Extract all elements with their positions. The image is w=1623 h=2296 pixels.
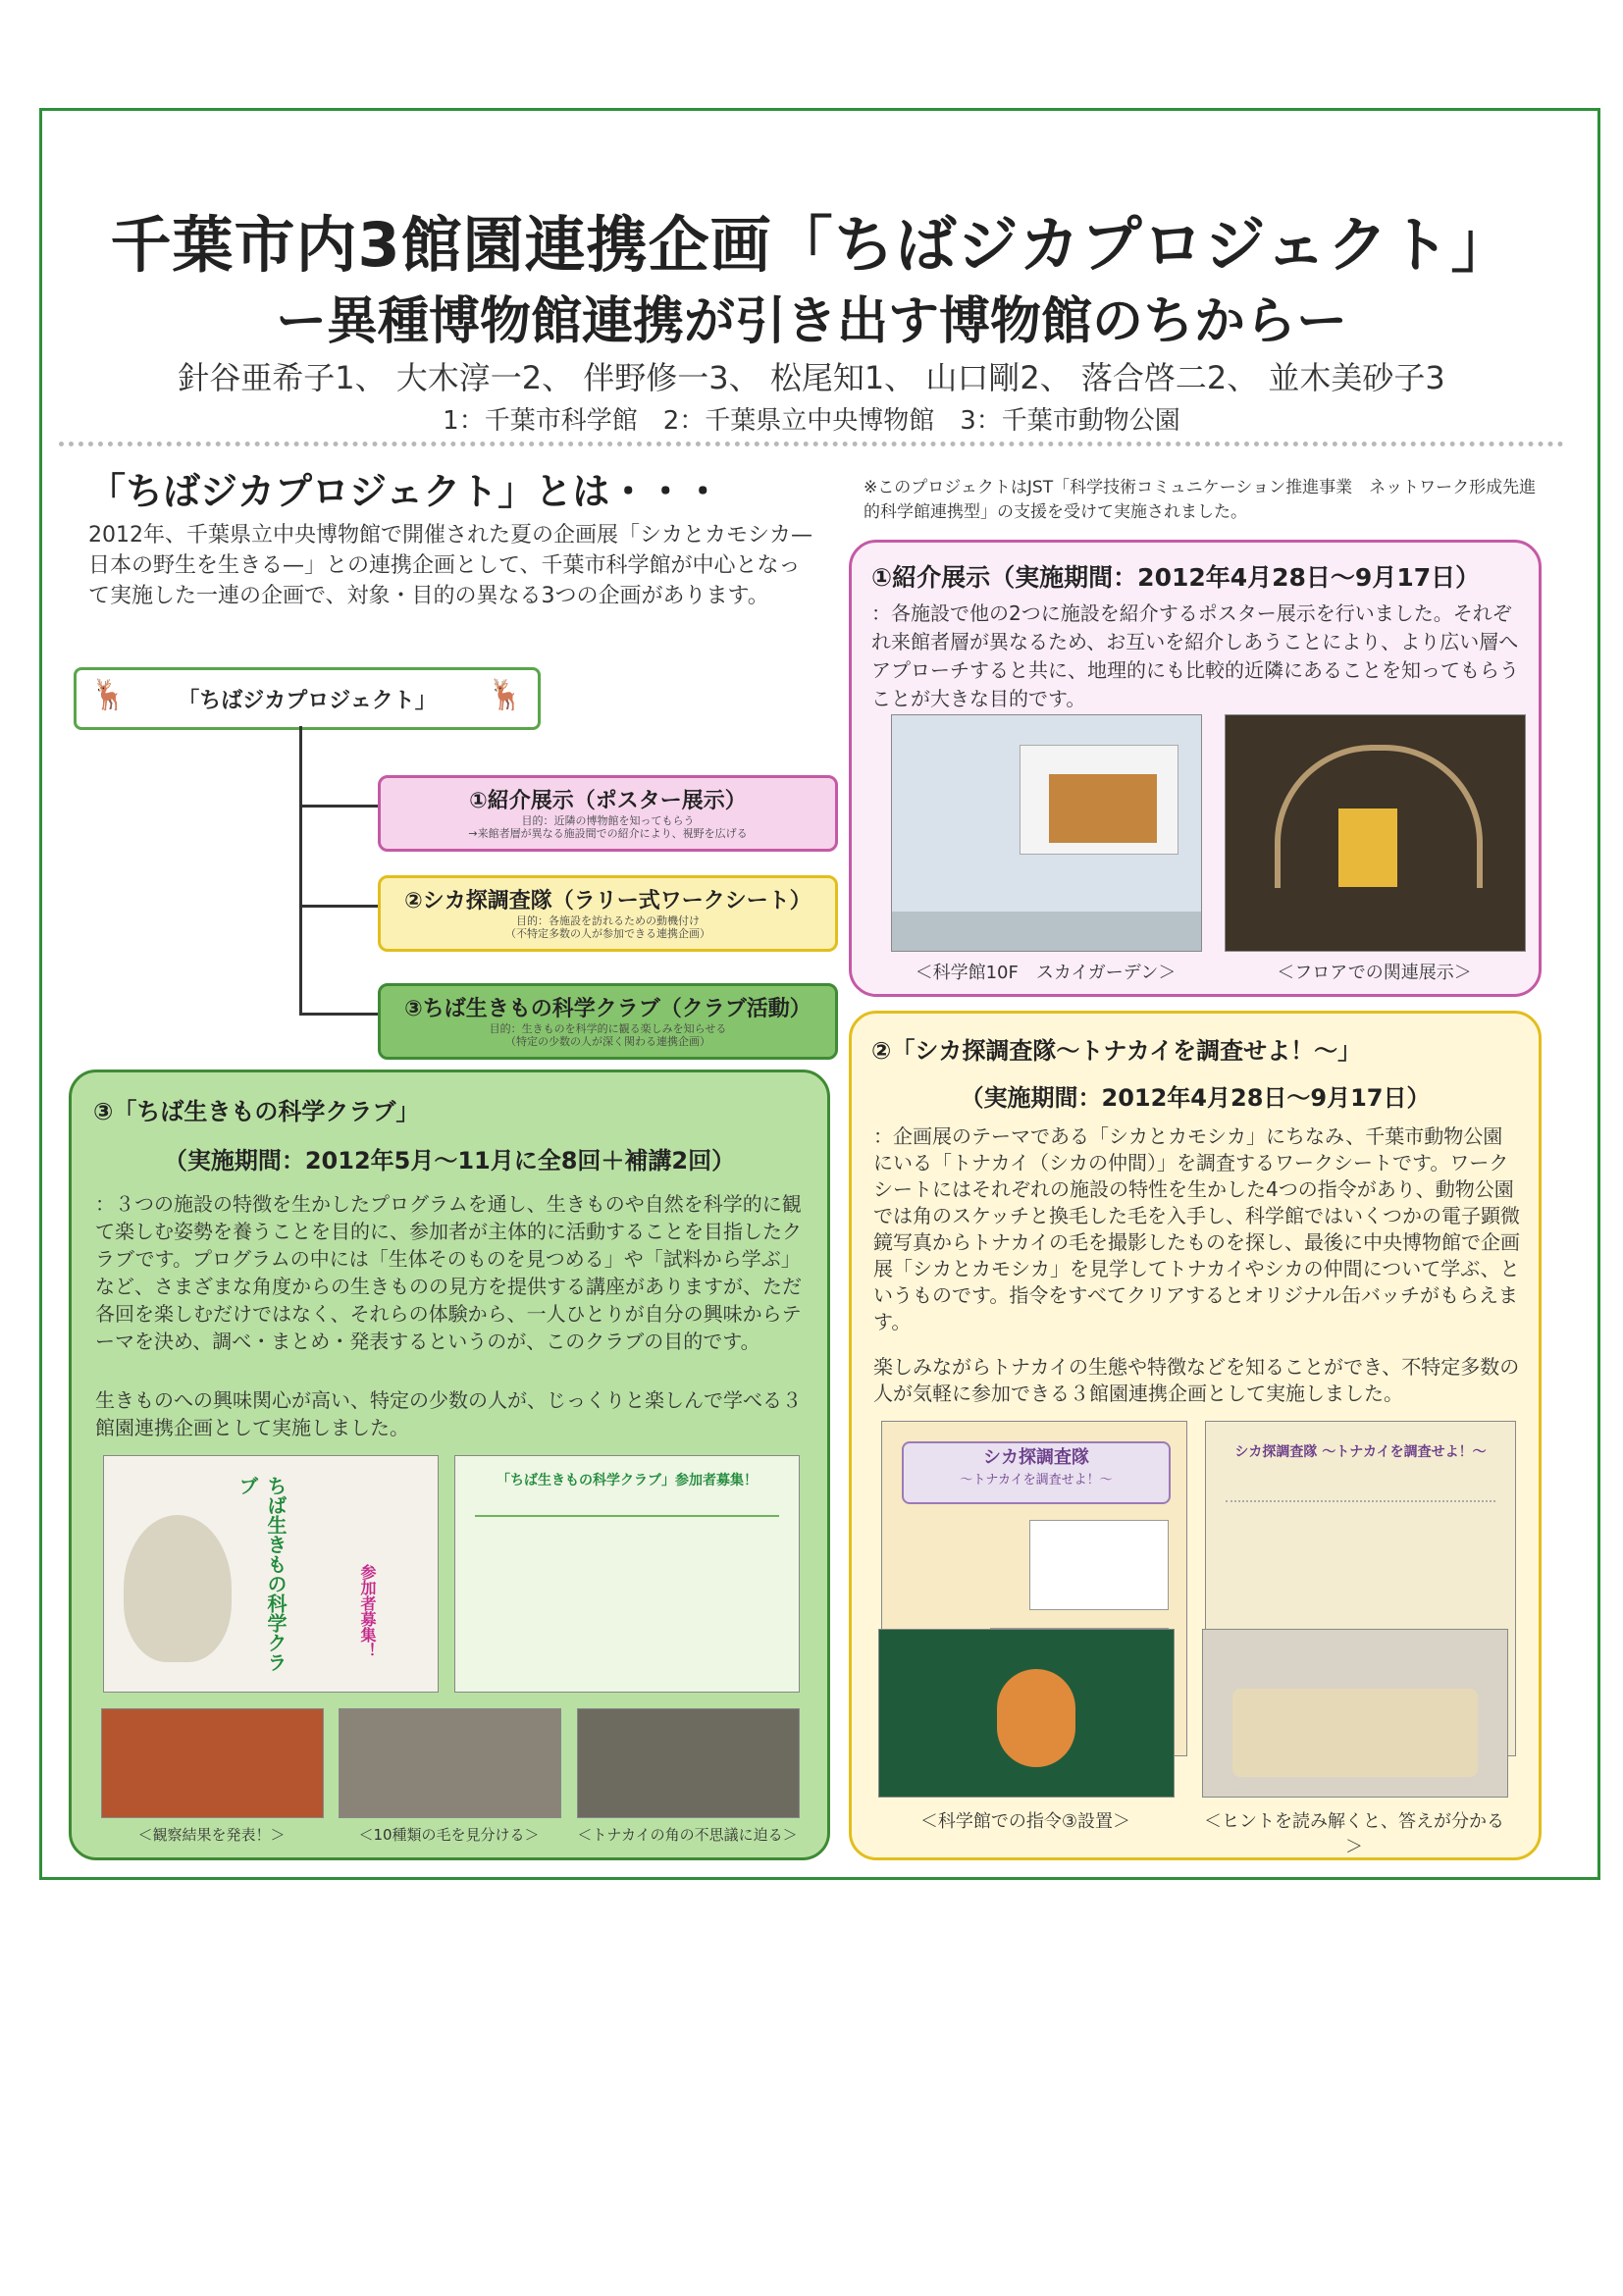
panel1-caption-1: ＜科学館10F スカイガーデン＞ — [915, 963, 1177, 983]
intro-heading: 「ちばジカプロジェクト」とは・・・ — [88, 470, 722, 513]
worksheet-left-sub: ～トナカイを調査せよ！～ — [960, 1473, 1113, 1487]
funding-note: ※このプロジェクトはJST「科学技術コミュニケーション推進事業 ネットワーク形成先進的科学館連携型」の支援を受けて実施されました。 — [864, 478, 1537, 522]
tree-node-title: ①紹介展示（ポスター展示） — [469, 789, 747, 813]
panel2-caption-1: ＜科学館での指令③設置＞ — [919, 1811, 1131, 1832]
author-list: 針谷亜希子1、 大木淳一2、 伴野修一3、 松尾知1、 山口剛2、 落合啓二2、 並木美砂子3 — [178, 359, 1445, 396]
panel1-body: ：各施設で他の2つに施設を紹介するポスター展示を行いました。それぞれ来館者層が異なるため、お互いを紹介しあうことにより、より広い層へアプローチすると共に、地理的にも比較的近隣にあることを知ってもらうことが大きな目的です。 — [871, 601, 1519, 710]
project-root-box — [74, 667, 541, 730]
panel3-body-2: 生きものへの興味関心が高い、特定の少数の人が、じっくりと楽しんで学べる３館園連携企画として実施しました。 — [95, 1388, 802, 1439]
panel2-period: （実施期間：2012年4月28日～9月17日） — [960, 1084, 1431, 1112]
intro-body: 2012年、千葉県立中央博物館で開催された夏の企画展「シカとカモシカ—日本の野生を生きる—」との連携企画として、千葉市科学館が中心となって実施した一連の企画で、対象・目的の異なる3つの企画があります。 — [88, 523, 812, 608]
worksheet-right-title: シカ探調査隊 ～トナカイを調査せよ！～ — [1234, 1444, 1487, 1460]
tree-node-poster — [378, 775, 838, 852]
poster-subtitle: ー異種博物館連携が引き出す博物館のちからー — [275, 292, 1347, 351]
affiliation-list: 1：千葉市科学館 2：千葉県立中央博物館 3：千葉市動物公園 — [443, 406, 1180, 436]
club-flyer-title: 「ちば生きもの科学クラブ」参加者募集！ — [497, 1473, 758, 1488]
divider — [59, 442, 1564, 446]
club-poster-image — [103, 1455, 439, 1693]
photo-presentation — [101, 1708, 324, 1818]
club-poster-sub: 参加者募集！ — [358, 1564, 377, 1658]
tree-node-sub: 目的：各施設を訪れるための動機付け — [516, 914, 700, 927]
panel1-caption-2: ＜フロアでの関連展示＞ — [1277, 963, 1472, 983]
club-flyer-image — [454, 1455, 800, 1693]
tree-node-sub: →来館者層が異なる施設間での紹介により、視野を広げる — [468, 827, 748, 840]
panel1-heading: ①紹介展示（実施期間：2012年4月28日～9月17日） — [871, 563, 1481, 592]
photo-directive-3 — [878, 1629, 1175, 1798]
panel-poster-exhibit — [849, 540, 1542, 997]
panel3-caption-1: ＜観察結果を発表！＞ — [137, 1826, 286, 1844]
panel2-heading: ②「シカ探調査隊～トナカイを調査せよ！～」 — [871, 1037, 1362, 1065]
panel3-caption-2: ＜10種類の毛を見分ける＞ — [358, 1826, 540, 1844]
panel3-heading: ③「ちば生きもの科学クラブ」 — [93, 1098, 420, 1125]
tree-node-sub: 目的：近隣の博物館を知ってもらう — [521, 814, 695, 827]
tree-branch-1 — [299, 805, 378, 808]
deer-standing-icon: 🦌 — [487, 678, 524, 712]
photo-hair-comparison — [339, 1708, 561, 1818]
worksheet-left-title: シカ探調査隊 — [983, 1447, 1089, 1468]
panel2-body-1: ：企画展のテーマである「シカとカモシカ」にちなみ、千葉市動物公園にいる「トナカイ（シカの仲間）」を調査するワークシートです。ワークシートにはそれぞれの施設の特性を生かした4つの指令があり、動物公園では角のスケッチと換毛した毛を入手し、科学館ではいくつかの電子顕微鏡写真からトナカイの毛を撮影したものを探し、最後に中央博物館で企画展「シカとカモシカ」を見学してトナカイやシカの仲間について学ぶ、というものです。指令をすべてクリアするとオリジナル缶バッチがもらえます。 — [873, 1124, 1520, 1333]
tree-node-sub: （不特定多数の人が参加できる連携企画） — [505, 927, 710, 940]
tree-trunk-line — [299, 726, 302, 1016]
photo-hint-display — [1202, 1629, 1508, 1798]
panel2-body-2: 楽しみながらトナカイの生態や特徴などを知ることができ、不特定多数の人が気軽に参加できる３館園連携企画として実施しました。 — [873, 1355, 1520, 1405]
poster-title: 千葉市内3館園連携企画「ちばジカプロジェクト」 — [110, 209, 1513, 281]
photo-antler-display — [1225, 714, 1526, 952]
tree-node-title: ②シカ探調査隊（ラリー式ワークシート） — [404, 889, 812, 913]
club-poster-title: ちば生きもの科学クラブ — [236, 1476, 288, 1672]
panel3-body-1: ：３つの施設の特徴を生かしたプログラムを通し、生きものや自然を科学的に観て楽しむ姿勢を養うことを目的に、参加者が主体的に活動することを目指したクラブです。プログラムの中には「生体そのものを見つめる」や「試料から学ぶ」など、さまざまな角度からの生きものの見方を提供する講座がありますが、ただ各回を楽しむだけではなく、それらの体験から、一人ひとりが自分の興味からテーマを決め、調べ・まとめ・発表するというのが、このクラブの目的です。 — [95, 1192, 802, 1353]
tree-node-club — [378, 983, 838, 1060]
tree-branch-2 — [299, 905, 378, 908]
panel-science-club — [69, 1070, 830, 1860]
photo-sky-garden — [891, 714, 1202, 952]
project-root-label: 「ちばジカプロジェクト」 — [178, 688, 437, 713]
photo-antler-study — [577, 1708, 800, 1818]
panel3-period: （実施期間：2012年5月～11月に全8回＋補講2回） — [163, 1147, 736, 1174]
panel2-caption-2: ＜ヒントを読み解くと、答えが分かる＞ — [1204, 1811, 1504, 1857]
tree-node-title: ③ちば生きもの科学クラブ（クラブ活動） — [404, 997, 812, 1021]
tree-branch-3 — [299, 1013, 378, 1016]
tree-node-sub: （特定の少数の人が深く関わる連携企画） — [505, 1035, 710, 1048]
panel3-caption-3: ＜トナカイの角の不思議に迫る＞ — [577, 1826, 798, 1844]
tree-node-worksheet — [378, 875, 838, 952]
tree-node-sub: 目的：生きものを科学的に観る楽しみを知らせる — [489, 1022, 727, 1035]
deer-face-icon: 🦌 — [90, 678, 128, 712]
